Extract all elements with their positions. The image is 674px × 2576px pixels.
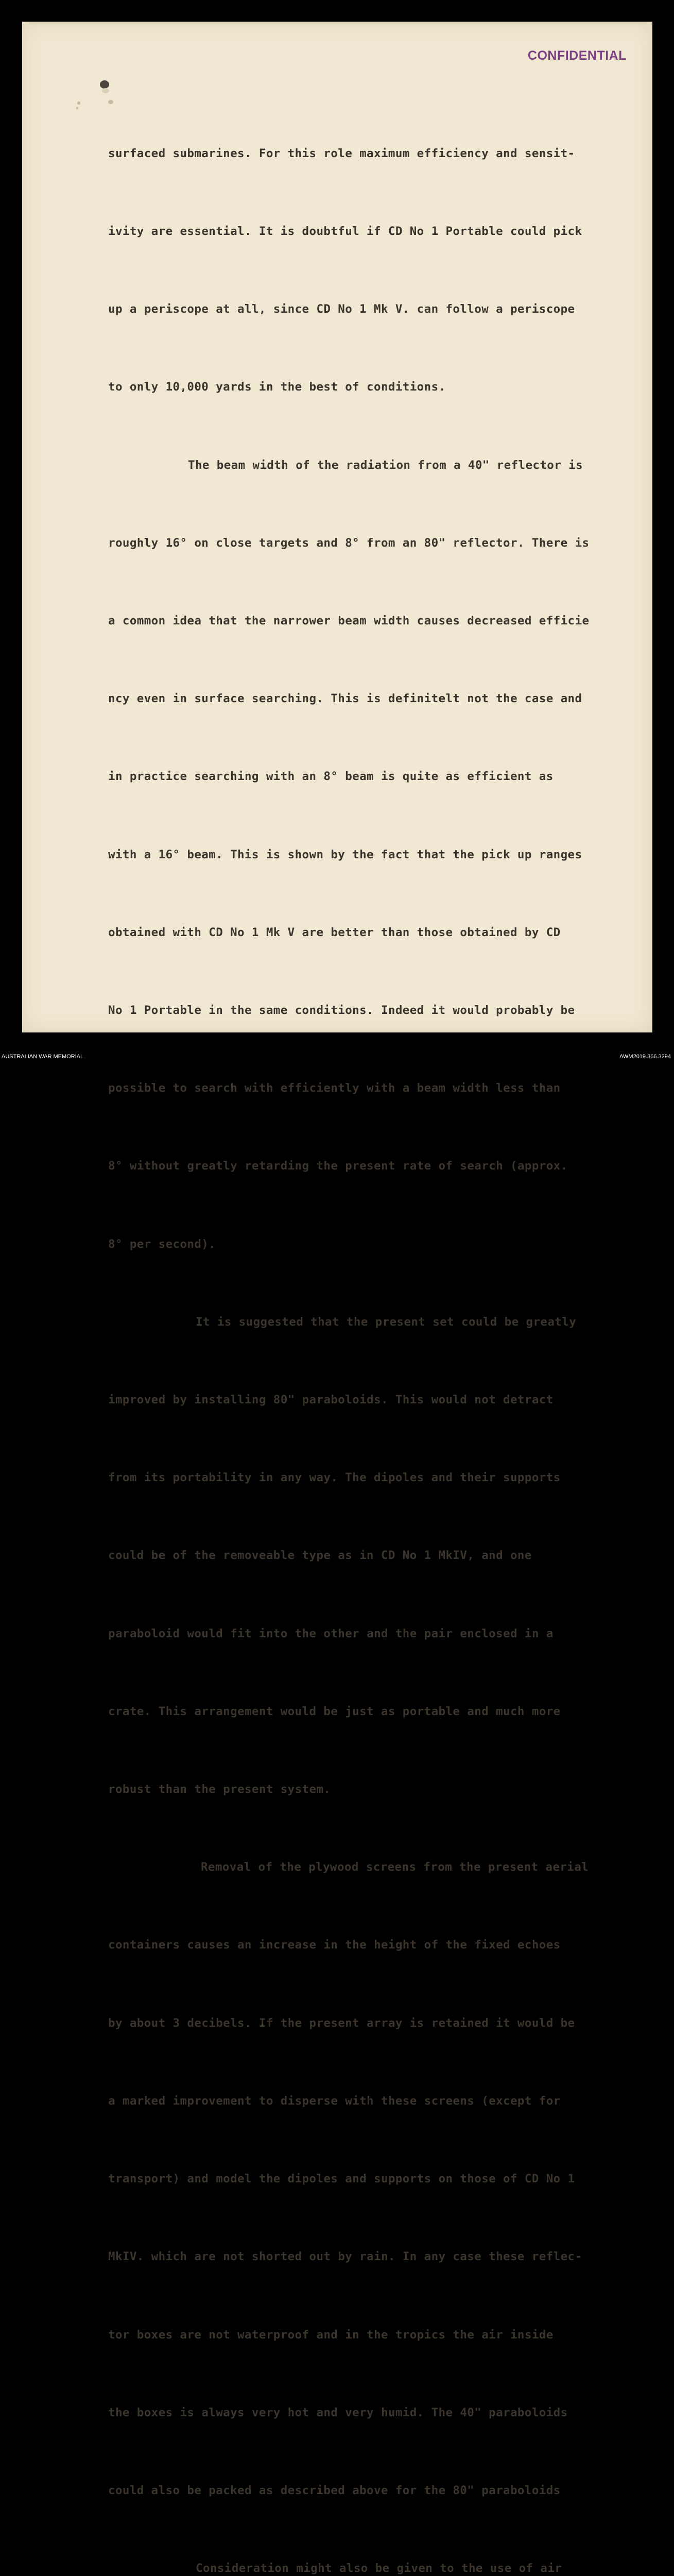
text-line: could be of the removeable type as in CD No 1 MkIV, and one bbox=[108, 1549, 532, 1563]
text-line: possible to search with efficiently with a beam width less than bbox=[108, 1081, 561, 1095]
text-line: the boxes is always very hot and very humid. The 40" paraboloids bbox=[108, 2405, 568, 2419]
text-line: containers causes an increase in the height of the fixed echoes bbox=[108, 1938, 561, 1952]
text-line: roughly 16° on close targets and 8° from an 80" reflector. There is bbox=[108, 536, 590, 550]
archive-reference: AWM2019.366.3294 bbox=[619, 1054, 671, 1060]
text-line: surfaced submarines. For this role maximum efficiency and sensit- bbox=[108, 146, 575, 160]
archive-credit: AUSTRALIAN WAR MEMORIAL bbox=[2, 1054, 84, 1060]
text-line: could also be packed as described above for the 80" paraboloids bbox=[108, 2483, 561, 2497]
text-line: ivity are essential. It is doubtful if CD No 1 Portable could pick bbox=[108, 225, 582, 239]
text-line: tor boxes are not waterproof and in the tropics the air inside bbox=[108, 2328, 554, 2342]
text-line: a common idea that the narrower beam width causes decreased efficie bbox=[108, 614, 590, 628]
confidential-stamp: CONFIDENTIAL bbox=[527, 48, 627, 63]
text-line: MkIV. which are not shorted out by rain. In any case these reflec- bbox=[108, 2250, 582, 2264]
text-line: a marked improvement to disperse with these screens (except for bbox=[108, 2094, 561, 2108]
paragraph-start-line: Removal of the plywood screens from the present aerial bbox=[201, 1860, 589, 1874]
text-line: improved by installing 80" paraboloids. This would not detract bbox=[108, 1393, 554, 1407]
paragraph-start-line: It is suggested that the present set could be greatly bbox=[196, 1315, 577, 1329]
text-line: to only 10,000 yards in the best of conditions. bbox=[108, 380, 446, 394]
paragraph-start-line: Consideration might also be given to the use of air bbox=[196, 2562, 562, 2575]
text-line: 8° per second). bbox=[108, 1237, 216, 1251]
text-line: by about 3 decibels. If the present array is retained it would be bbox=[108, 2016, 575, 2030]
text-line: robust than the present system. bbox=[108, 1783, 331, 1797]
text-line: 8° without greatly retarding the present rate of search (approx. bbox=[108, 1159, 568, 1173]
typed-body-text bbox=[108, 89, 654, 2576]
text-line: obtained with CD No 1 Mk V are better than those obtained by CD bbox=[108, 925, 561, 939]
paragraph-start-line: The beam width of the radiation from a 40" reflector is bbox=[188, 458, 583, 472]
text-line: transport) and model the dipoles and supports on those of CD No 1 bbox=[108, 2172, 575, 2186]
text-line: crate. This arrangement would be just as portable and much more bbox=[108, 1704, 561, 1718]
text-line: in practice searching with an 8° beam is quite as efficient as bbox=[108, 770, 554, 784]
text-line: No 1 Portable in the same conditions. Indeed it would probably be bbox=[108, 1004, 575, 1018]
text-line: ncy even in surface searching. This is definitelt not the case and bbox=[108, 692, 582, 706]
text-line: paraboloid would fit into the other and the pair enclosed in a bbox=[108, 1626, 554, 1640]
text-line: up a periscope at all, since CD No 1 Mk V. can follow a periscope bbox=[108, 302, 575, 316]
text-line: from its portability in any way. The dipoles and their supports bbox=[108, 1471, 561, 1485]
text-line: with a 16° beam. This is shown by the fact that the pick up ranges bbox=[108, 848, 582, 861]
